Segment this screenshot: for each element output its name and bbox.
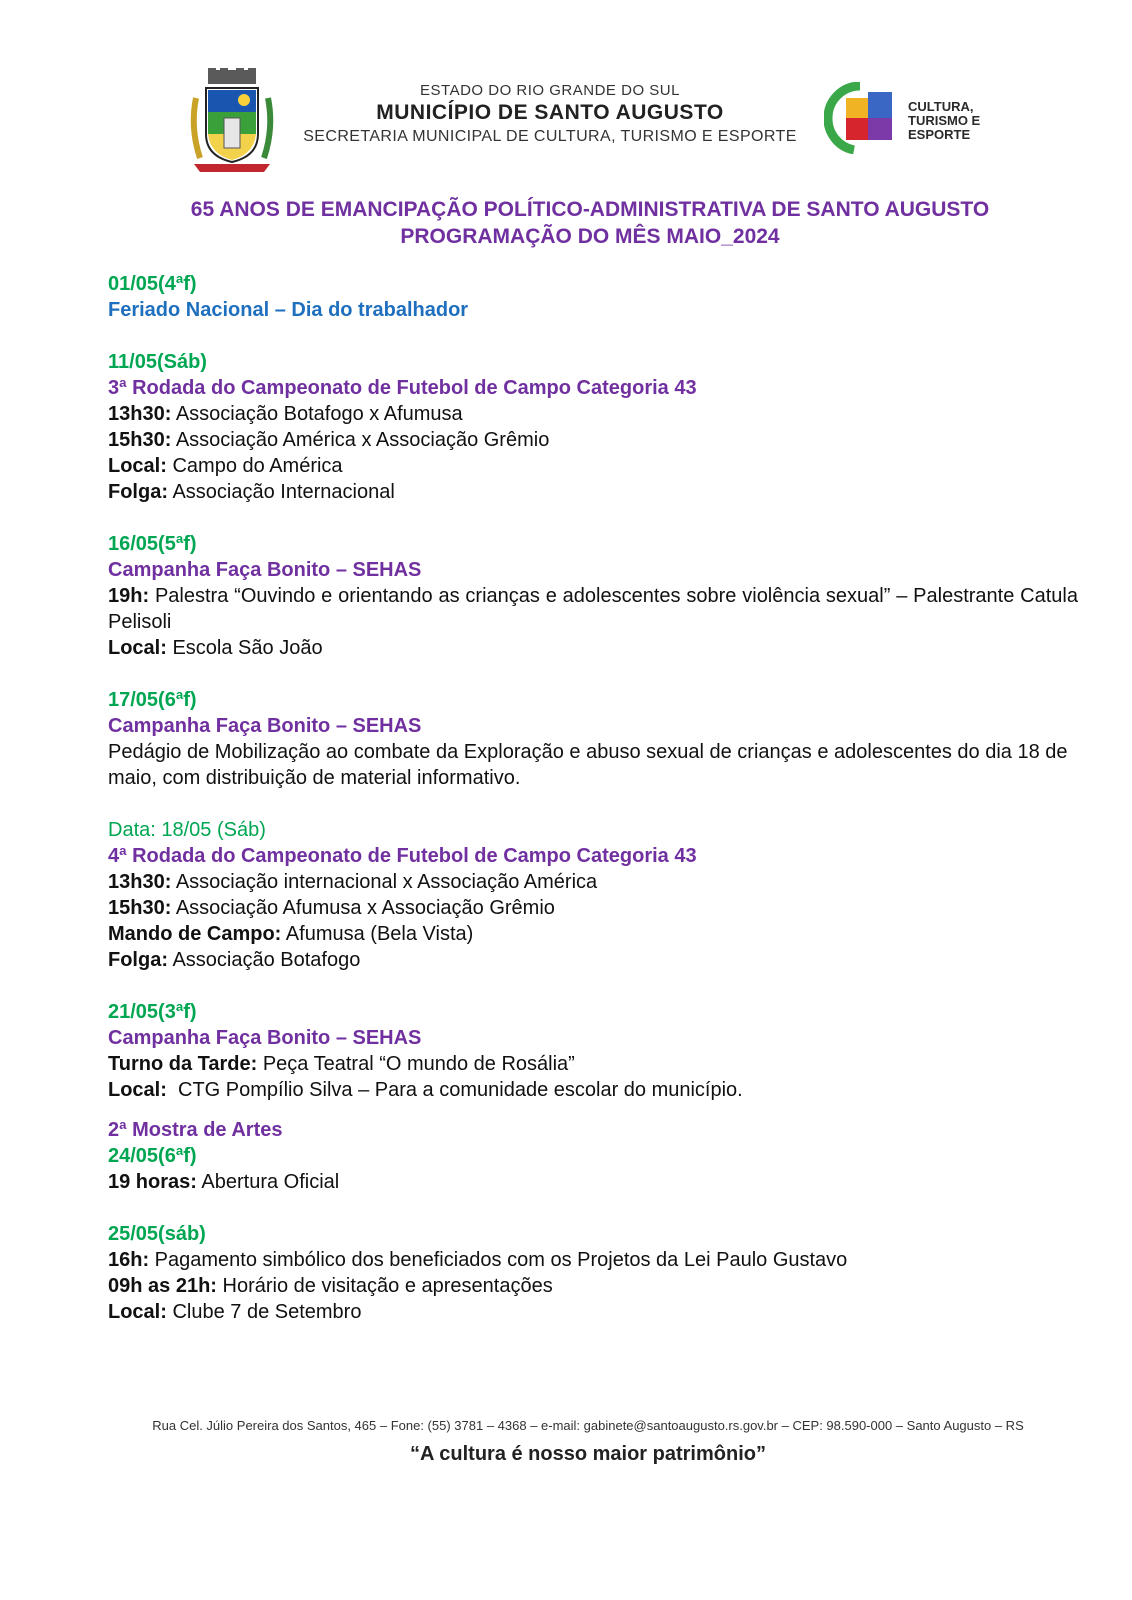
event-title: Feriado Nacional – Dia do trabalhador — [108, 299, 469, 321]
event-title: 4ª Rodada do Campeonato de Futebol de Campo Categoria 43 — [108, 845, 697, 867]
event-line: Local: Escola São João — [108, 637, 323, 659]
event-date: 11/05(Sáb) — [108, 351, 207, 373]
event-date: 24/05(6ªf) — [108, 1145, 197, 1167]
event-line: Turno da Tarde: Peça Teatral “O mundo de Rosália” — [108, 1053, 575, 1075]
event-title: 3ª Rodada do Campeonato de Futebol de Campo Categoria 43 — [108, 377, 697, 399]
event-line: 19 horas: Abertura Oficial — [108, 1171, 340, 1193]
event-title: Campanha Faça Bonito – SEHAS — [108, 1027, 422, 1049]
event-line: Local: CTG Pompílio Silva – Para a comunidade escolar do município. — [108, 1079, 743, 1101]
event-date: 01/05(4ªf) — [108, 273, 197, 295]
event-line: 15h30: Associação América x Associação Grêmio — [108, 429, 550, 451]
event-line: 09h as 21h: Horário de visitação e apresentações — [108, 1275, 553, 1297]
event-block — [108, 349, 1078, 505]
page-title — [0, 196, 1132, 250]
event-block — [108, 271, 1078, 323]
event-description: Pedágio de Mobilização ao combate da Exploração e abuso sexual de crianças e adolescentes do dia 18 de maio, com distribuição de material informativo. — [108, 741, 1068, 789]
event-date: 25/05(sáb) — [108, 1223, 206, 1245]
municipality-heading — [300, 82, 800, 146]
event-date: 16/05(5ªf) — [108, 533, 197, 555]
footer-address: Rua Cel. Júlio Pereira dos Santos, 465 – Fone: (55) 3781 – 4368 – e-mail: gabinete@santoaugusto.rs.gov.br – CEP: 98.590-000 – Santo Augusto – RS — [152, 1418, 1024, 1433]
event-line: 19h: Palestra “Ouvindo e orientando as crianças e adolescentes sobre violência sexual” – Palestrante Catula Pelisoli — [108, 585, 1078, 633]
event-block — [108, 687, 1078, 791]
event-line: 15h30: Associação Afumusa x Associação Grêmio — [108, 897, 555, 919]
title-line-1: 65 ANOS DE EMANCIPAÇÃO POLÍTICO-ADMINISTRATIVA DE SANTO AUGUSTO — [190, 198, 990, 221]
culture-logo-icon — [824, 82, 896, 154]
event-title: Campanha Faça Bonito – SEHAS — [108, 559, 422, 581]
event-line: Local: Campo do América — [108, 455, 343, 477]
event-block — [108, 1117, 1078, 1195]
event-block — [108, 531, 1078, 661]
event-line: Mando de Campo: Afumusa (Bela Vista) — [108, 923, 474, 945]
event-title: 2ª Mostra de Artes — [108, 1119, 283, 1141]
event-block — [108, 999, 1078, 1103]
state-name: ESTADO DO RIO GRANDE DO SUL — [420, 82, 680, 99]
event-line: Folga: Associação Botafogo — [108, 949, 361, 971]
event-line: Folga: Associação Internacional — [108, 481, 395, 503]
event-line: 13h30: Associação internacional x Associação América — [108, 871, 598, 893]
secretariat-name: SECRETARIA MUNICIPAL DE CULTURA, TURISMO E ESPORTE — [303, 128, 797, 145]
letterhead — [0, 60, 1132, 180]
municipality-name: MUNICÍPIO DE SANTO AUGUSTO — [376, 101, 724, 124]
event-date: Data: 18/05 (Sáb) — [108, 819, 266, 841]
event-date: 21/05(3ªf) — [108, 1001, 197, 1023]
coat-of-arms-icon — [186, 68, 278, 176]
culture-logo-text: CULTURA, TURISMO E ESPORTE — [908, 99, 981, 142]
event-date: 17/05(6ªf) — [108, 689, 197, 711]
event-block — [108, 1221, 1078, 1325]
footer-quote: “A cultura é nosso maior patrimônio” — [410, 1443, 766, 1465]
event-line: 13h30: Associação Botafogo x Afumusa — [108, 403, 463, 425]
title-line-2: PROGRAMAÇÃO DO MÊS MAIO_2024 — [400, 225, 780, 248]
event-title: Campanha Faça Bonito – SEHAS — [108, 715, 422, 737]
event-line: 16h: Pagamento simbólico dos beneficiados com os Projetos da Lei Paulo Gustavo — [108, 1249, 848, 1271]
event-line: Local: Clube 7 de Setembro — [108, 1301, 362, 1323]
schedule — [108, 271, 1078, 1351]
event-block — [108, 817, 1078, 973]
